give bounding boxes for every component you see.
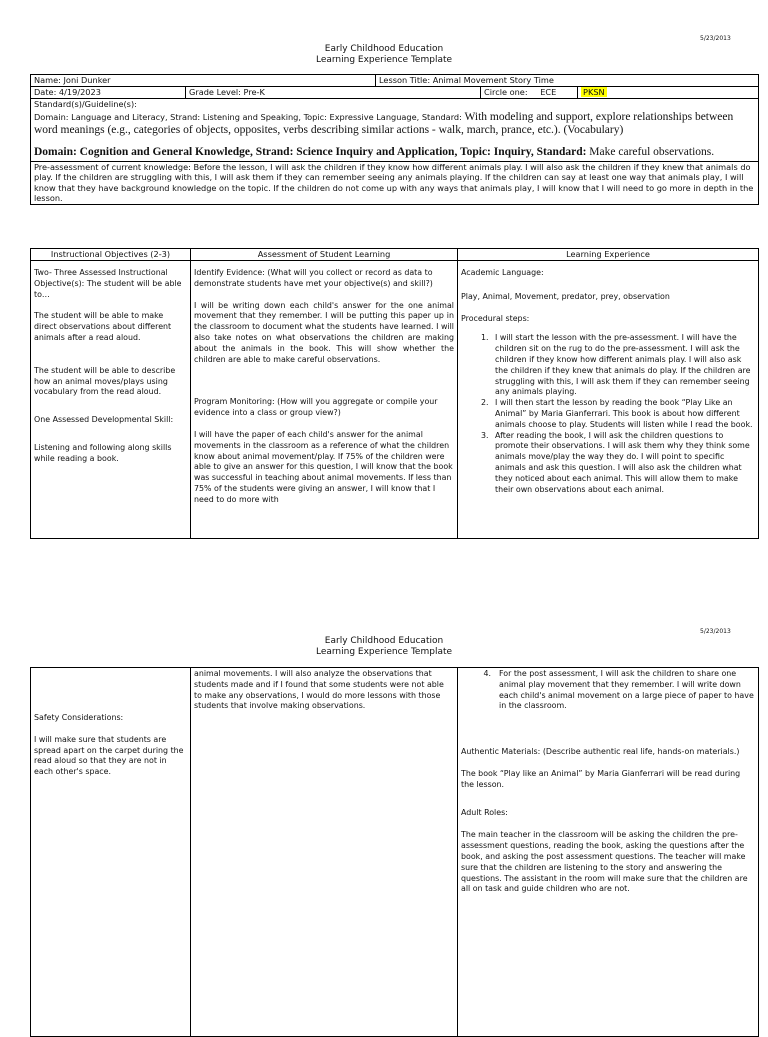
objective-2: The student will be able to describe how an animal moves/plays using vocabulary from the read aloud. xyxy=(34,365,176,397)
learning-experience-column xyxy=(458,261,759,539)
standards-label: Standard(s)/Guideline(s): xyxy=(34,99,137,109)
procedural-step-4 xyxy=(461,669,755,712)
lesson-info-table xyxy=(30,74,759,205)
document-subtitle: Learning Experience Template xyxy=(315,55,453,65)
procedural-step: 3. After reading the book, I will ask the children questions to promote their observations. I will ask them why they think some animals move/play the way they do. I will point to specific animals and ask this question. I will also ask the children what they noticed about each animal. This will allow them to make their own observations about each animal. xyxy=(491,431,755,496)
identify-evidence-label: Identify Evidence: (What will you collect or record as data to demonstrate students have met your objective(s) and skill?) xyxy=(194,268,433,288)
authentic-materials-label: Authentic Materials: (Describe authentic real life, hands-on materials.) xyxy=(461,747,740,757)
developmental-skill: Listening and following along skills while reading a book. xyxy=(34,442,172,463)
name-cell: Name: Joni Dunker xyxy=(31,75,376,87)
continuation-table xyxy=(30,667,759,1037)
objectives-column xyxy=(31,261,191,539)
procedural-step: 2. I will then start the lesson by reading the book “Play Like an Animal” by Maria Gianferrari. This book is about how different animals choose to play. Students will listen while I read the book. xyxy=(491,398,755,430)
standard-1-text: With modeling and support, explore relationships between word meanings (e.g., categories of objects, opposites, verbs describing similar actions - walk, march, prance, etc.). (Vocabulary) xyxy=(34,110,734,136)
procedural-steps-label: Procedural steps: xyxy=(461,313,530,323)
procedural-step: 1. I will start the lesson with the pre-assessment. I will have the children sit on the rug to do the pre-assessment. I will ask the children if they know how different animals play. I will also ask the children if they knew that animals do play. If the children are struggling with this, I will ask them if they can remember seeing any animals playing. xyxy=(491,333,755,398)
program-monitoring-continued: animal movements. I will also analyze the observations that students made and if I found that some students were not able to make any observations, I would do more lessons with those students that involve making observations. xyxy=(194,669,444,711)
objective-1: The student will be able to make direct observations about different animals after a read aloud. xyxy=(34,311,172,342)
safety-text: I will make sure that students are spread apart on the carpet during the read aloud so that they are not in each other's space. xyxy=(34,734,184,777)
date-stamp: 5/23/2013 xyxy=(700,35,731,42)
procedural-steps-list xyxy=(461,333,755,495)
step-4-text: For the post assessment, I will ask the children to share one animal play movement that they remember. I will write down each child's animal movement on a large piece of paper to have in the classroom. xyxy=(499,669,754,711)
preassessment-cell: Pre-assessment of current knowledge: Before the lesson, I will ask the children if they know how different animals play. I will also ask the children if they knew that animals do play. If the children are struggling with this, I will ask them if they can remember seeing any animals playing. If the children can say at least one way that animals play, I will know that they have background knowledge on the topic. If the children do not come up with any ways that animals play, I will know that I will need to go more in depth in the lesson. xyxy=(31,161,759,204)
standard-2-text: Make careful observations. xyxy=(589,145,715,158)
document-title: Early Childhood Education xyxy=(324,44,444,54)
circle-option-ece: ECE xyxy=(540,87,557,97)
identify-evidence-text: I will be writing down each child's answer for the one animal movement that they remember. I will be putting this paper up in the classroom to document what the students have learned. I will also take notes on what observations the children are making about the animals in the book. This will show whether the children are able to make careful observations. xyxy=(194,300,454,364)
grade-level-cell: Grade Level: Pre-K xyxy=(186,87,481,99)
academic-language-label: Academic Language: xyxy=(461,268,544,277)
program-monitoring-text: I will have the paper of each child's answer for the animal movements in the classroom as a reference of what the children know about animal movement/play. If 75% of the children were able to give an answer for this question, I will know that the book was successful in teaching about animal movements. If less than 75% of the students were giving an answer, I will know that I need to do more with xyxy=(194,429,453,504)
assessment-column xyxy=(191,261,458,539)
lesson-title-cell: Lesson Title: Animal Movement Story Time xyxy=(376,75,759,87)
authentic-materials-text: The book “Play like an Animal” by Maria Gianferrari will be read during the lesson. xyxy=(461,768,741,789)
assessment-continued-column xyxy=(191,668,458,1037)
objectives-table xyxy=(30,248,759,539)
date-cell: Date: 4/19/2023 xyxy=(31,87,186,99)
adult-roles-text: The main teacher in the classroom will be asking the children the pre-assessment questions, reading the book, asking the questions after the book, and asking the post assessment questions. The teacher will make sure that the children are listening to the story and answering the questions. The assistant in the room will make sure that the children are all on task and guide children who are not. xyxy=(461,830,748,894)
date-stamp: 5/23/2013 xyxy=(700,628,731,635)
safety-label: Safety Considerations: xyxy=(34,713,124,722)
header-objectives: Instructional Objectives (2-3) xyxy=(31,249,191,261)
safety-column xyxy=(31,668,191,1037)
standard-1-domain: Domain: Language and Literacy, Strand: Listening and Speaking, Topic: Expressive Language, Standard: xyxy=(34,111,465,122)
circle-one-cell xyxy=(481,87,578,99)
document-subtitle: Learning Experience Template xyxy=(315,647,453,657)
header-assessment: Assessment of Student Learning xyxy=(191,249,458,261)
step-4-number: 4. xyxy=(483,669,491,678)
adult-roles-label: Adult Roles: xyxy=(461,807,508,817)
academic-language-vocab: Play, Animal, Movement, predator, prey, observation xyxy=(461,291,670,301)
document-title: Early Childhood Education xyxy=(324,636,444,646)
program-monitoring-label: Program Monitoring: (How will you aggregate or compile your evidence into a class or group view?) xyxy=(194,397,438,418)
standard-2-domain: Domain: Cognition and General Knowledge, Strand: Science Inquiry and Application, Topic: Inquiry, Standard: xyxy=(34,145,590,158)
circle-one-label: Circle one: xyxy=(484,87,528,97)
developmental-skill-label: One Assessed Developmental Skill: xyxy=(34,415,174,425)
circle-option-pksn-cell xyxy=(578,87,759,99)
circle-option-pksn: PKSN xyxy=(583,87,605,97)
standards-cell xyxy=(31,99,759,162)
learning-experience-continued-column xyxy=(458,668,759,1037)
header-learning-experience: Learning Experience xyxy=(458,249,759,261)
objectives-intro: Two- Three Assessed Instructional Objective(s): The student will be able to… xyxy=(34,268,182,299)
